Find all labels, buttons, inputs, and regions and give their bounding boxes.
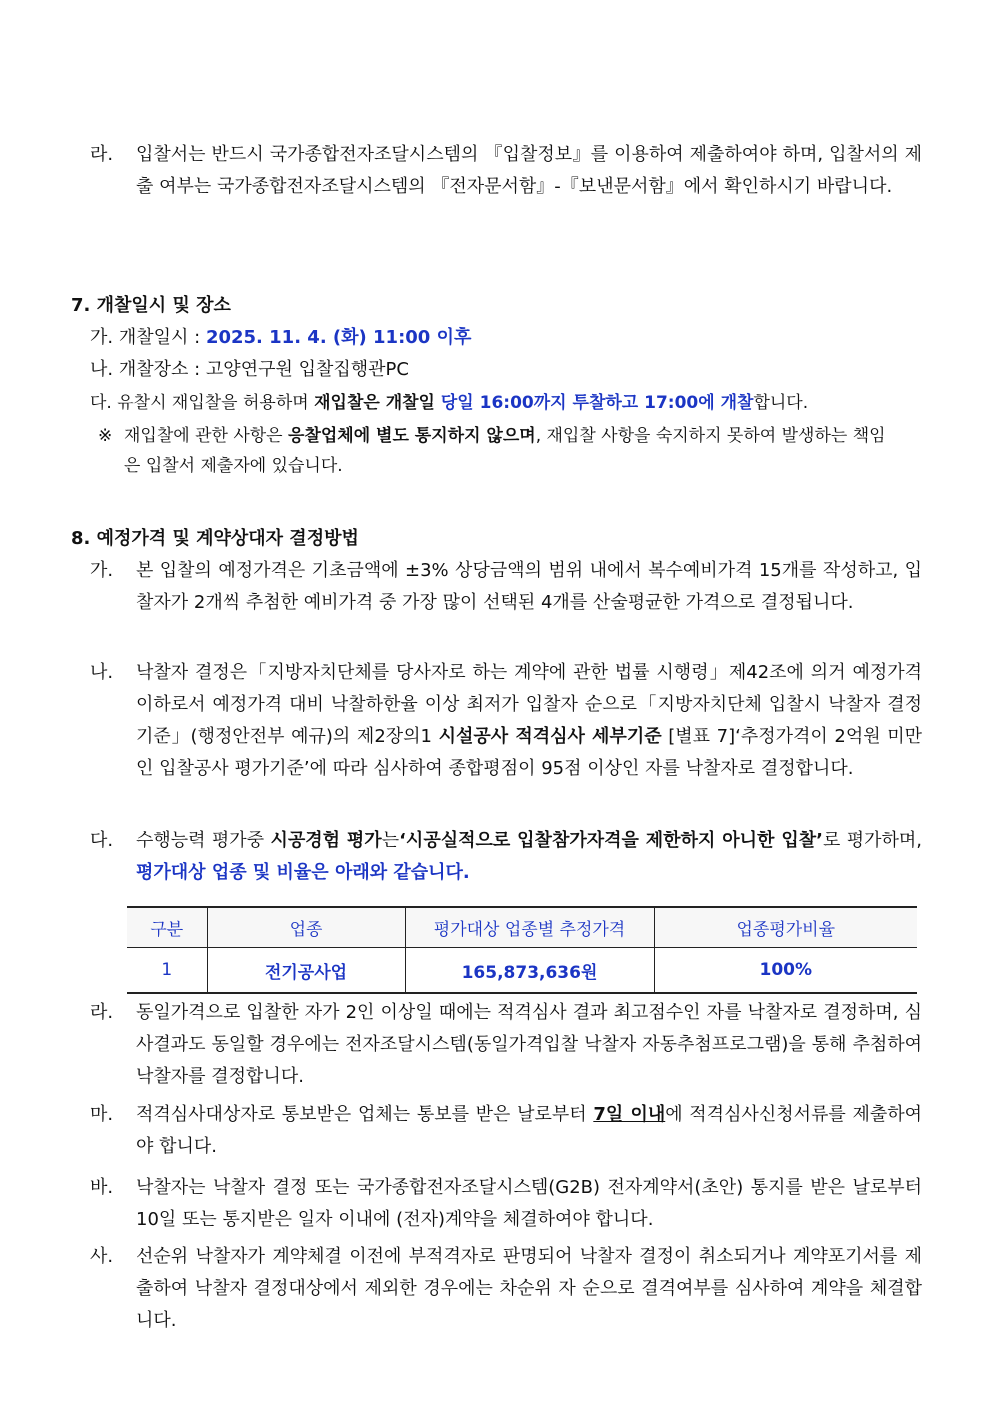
table-header-cell: 업종평가비율 <box>654 907 917 948</box>
item-marker: 마. <box>90 1104 114 1125</box>
item-text: 개찰장소 : 고양연구원 입찰집행관PC <box>118 359 409 380</box>
item-marker: 바. <box>90 1177 114 1198</box>
item-text: 낙찰자는 낙찰자 결정 또는 국가종합전자조달시스템(G2B) 전자계약서(초안) 통지를 받은 날로부터 10일 또는 통지받은 일자 이내에 (전자)계약을 체결하여야 합니다. <box>136 1177 922 1230</box>
item-marker: 다. <box>90 830 114 851</box>
section-8-item-ma <box>90 1099 922 1163</box>
section-7-note <box>98 421 898 481</box>
table-header-cell: 구분 <box>150 920 184 940</box>
item-bold-text: 재입찰은 개찰일 <box>314 393 435 413</box>
table-row <box>127 948 917 994</box>
item-text: 유찰시 재입찰을 허용하며 <box>117 393 315 413</box>
table-header-cell: 평가대상 업종별 추정가격 <box>405 907 654 948</box>
table-cell: 165,873,636원 <box>405 948 654 994</box>
item-text-mid: 는 <box>381 830 400 851</box>
item-text-end: [별표 7]‘추정가격이 2억원 미만인 입찰공사 평가기준’에 따라 심사하여 종합평점이 95점 이상인 자를 낙찰자로 결정합니다. <box>136 726 922 779</box>
item-blue-text: 당일 16:00까지 투찰하고 17:00에 개찰 <box>434 393 754 413</box>
item-la-top <box>90 139 922 203</box>
item-marker: 라. <box>90 1002 114 1023</box>
table-header-row <box>127 907 917 948</box>
section-8-item-la <box>90 997 922 1093</box>
item-marker: 가. <box>90 327 114 348</box>
item-marker: 나. <box>90 662 114 683</box>
item-text-end: 에 적격심사신청서류를 제출하여야 합니다. <box>136 1104 923 1157</box>
table-cell: 전기공사업 <box>207 948 405 994</box>
item-bold-text: 시공경험 평가 <box>270 830 382 851</box>
section-7-heading: 7. 개찰일시 및 장소 <box>71 295 231 316</box>
table-cell: 100% <box>654 948 917 994</box>
section-7-item-da <box>90 388 808 418</box>
note-bold-text: 응찰업체에 별도 통지하지 않으며 <box>288 426 536 446</box>
item-label: 개찰일시 : <box>118 327 201 348</box>
note-marker: ※ <box>98 426 113 446</box>
item-bold-text: 시설공사 적격심사 세부기준 <box>438 726 662 747</box>
item-text: 동일가격으로 입찰한 자가 2인 이상일 때에는 적격심사 결과 최고점수인 자를 낙찰자로 결정하며, 심사결과도 동일할 경우에는 전자조달시스템(동일가격입찰 낙찰자 자동추첨프로그램)을 통해 추첨하여 낙찰자를 결정합니다. <box>136 1002 922 1087</box>
item-blue-text: 평가대상 업종 및 비율은 아래와 같습니다. <box>136 862 470 883</box>
item-marker: 가. <box>90 560 114 581</box>
section-8-item-sa <box>90 1241 922 1337</box>
item-text: 적격심사대상자로 통보받은 업체는 통보를 받은 날로부터 <box>136 1104 594 1125</box>
item-marker: 다. <box>90 393 112 413</box>
section-8-item-ba <box>90 1172 922 1236</box>
table-cell: 1 <box>161 960 173 980</box>
item-text-mid-2: 로 평가하며, <box>822 830 922 851</box>
item-text-end: 합니다. <box>753 393 809 413</box>
note-text-end: , 재입찰 사항을 숙지하지 못하여 발생하는 책임은 입찰서 제출자에 있습니다. <box>124 426 886 476</box>
section-8-item-na <box>90 657 922 785</box>
section-7-item-na <box>90 355 409 385</box>
note-text: 재입찰에 관한 사항은 <box>124 426 289 446</box>
section-8-heading: 8. 예정가격 및 계약상대자 결정방법 <box>71 528 359 549</box>
item-text: 수행능력 평가중 <box>136 830 271 851</box>
opening-datetime: 2025. 11. 4. (화) 11:00 이후 <box>205 327 472 348</box>
item-bold-text-2: ‘시공실적으로 입찰참가자격을 제한하지 아니한 입찰’ <box>399 830 823 851</box>
item-marker: 사. <box>90 1246 114 1267</box>
item-marker: 라. <box>90 144 114 165</box>
section-8-item-da <box>90 825 922 889</box>
section-8-item-ga <box>90 555 922 619</box>
section-7-item-ga <box>90 323 471 353</box>
table-header-cell: 업종 <box>207 907 405 948</box>
item-bold-underline-text: 7일 이내 <box>593 1104 666 1125</box>
item-text: 입찰서는 반드시 국가종합전자조달시스템의 『입찰정보』를 이용하여 제출하여야 하며, 입찰서의 제출 여부는 국가종합전자조달시스템의 『전자문서함』-『보낸문서함』에서 확인하시기 바랍니다. <box>136 144 922 197</box>
evaluation-table <box>127 906 917 994</box>
item-text: 낙찰자 결정은「지방자치단체를 당사자로 하는 계약에 관한 법률 시행령」제42조에 의거 예정가격 이하로서 예정가격 대비 낙찰하한율 이상 최저가 입찰자 순으로「지방자치단체 입찰시 낙찰자 결정기준」(행정안전부 예규)의 제2장의1 <box>136 662 922 747</box>
item-text: 선순위 낙찰자가 계약체결 이전에 부적격자로 판명되어 낙찰자 결정이 취소되거나 계약포기서를 제출하여 낙찰자 결정대상에서 제외한 경우에는 차순위 자 순으로 결격여부를 심사하여 계약을 체결합니다. <box>136 1246 922 1331</box>
item-text: 본 입찰의 예정가격은 기초금액에 ±3% 상당금액의 범위 내에서 복수예비가격 15개를 작성하고, 입찰자가 2개씩 추첨한 예비가격 중 가장 많이 선택된 4개를 산술평균한 가격으로 결정됩니다. <box>136 560 922 613</box>
item-marker: 나. <box>90 359 114 380</box>
